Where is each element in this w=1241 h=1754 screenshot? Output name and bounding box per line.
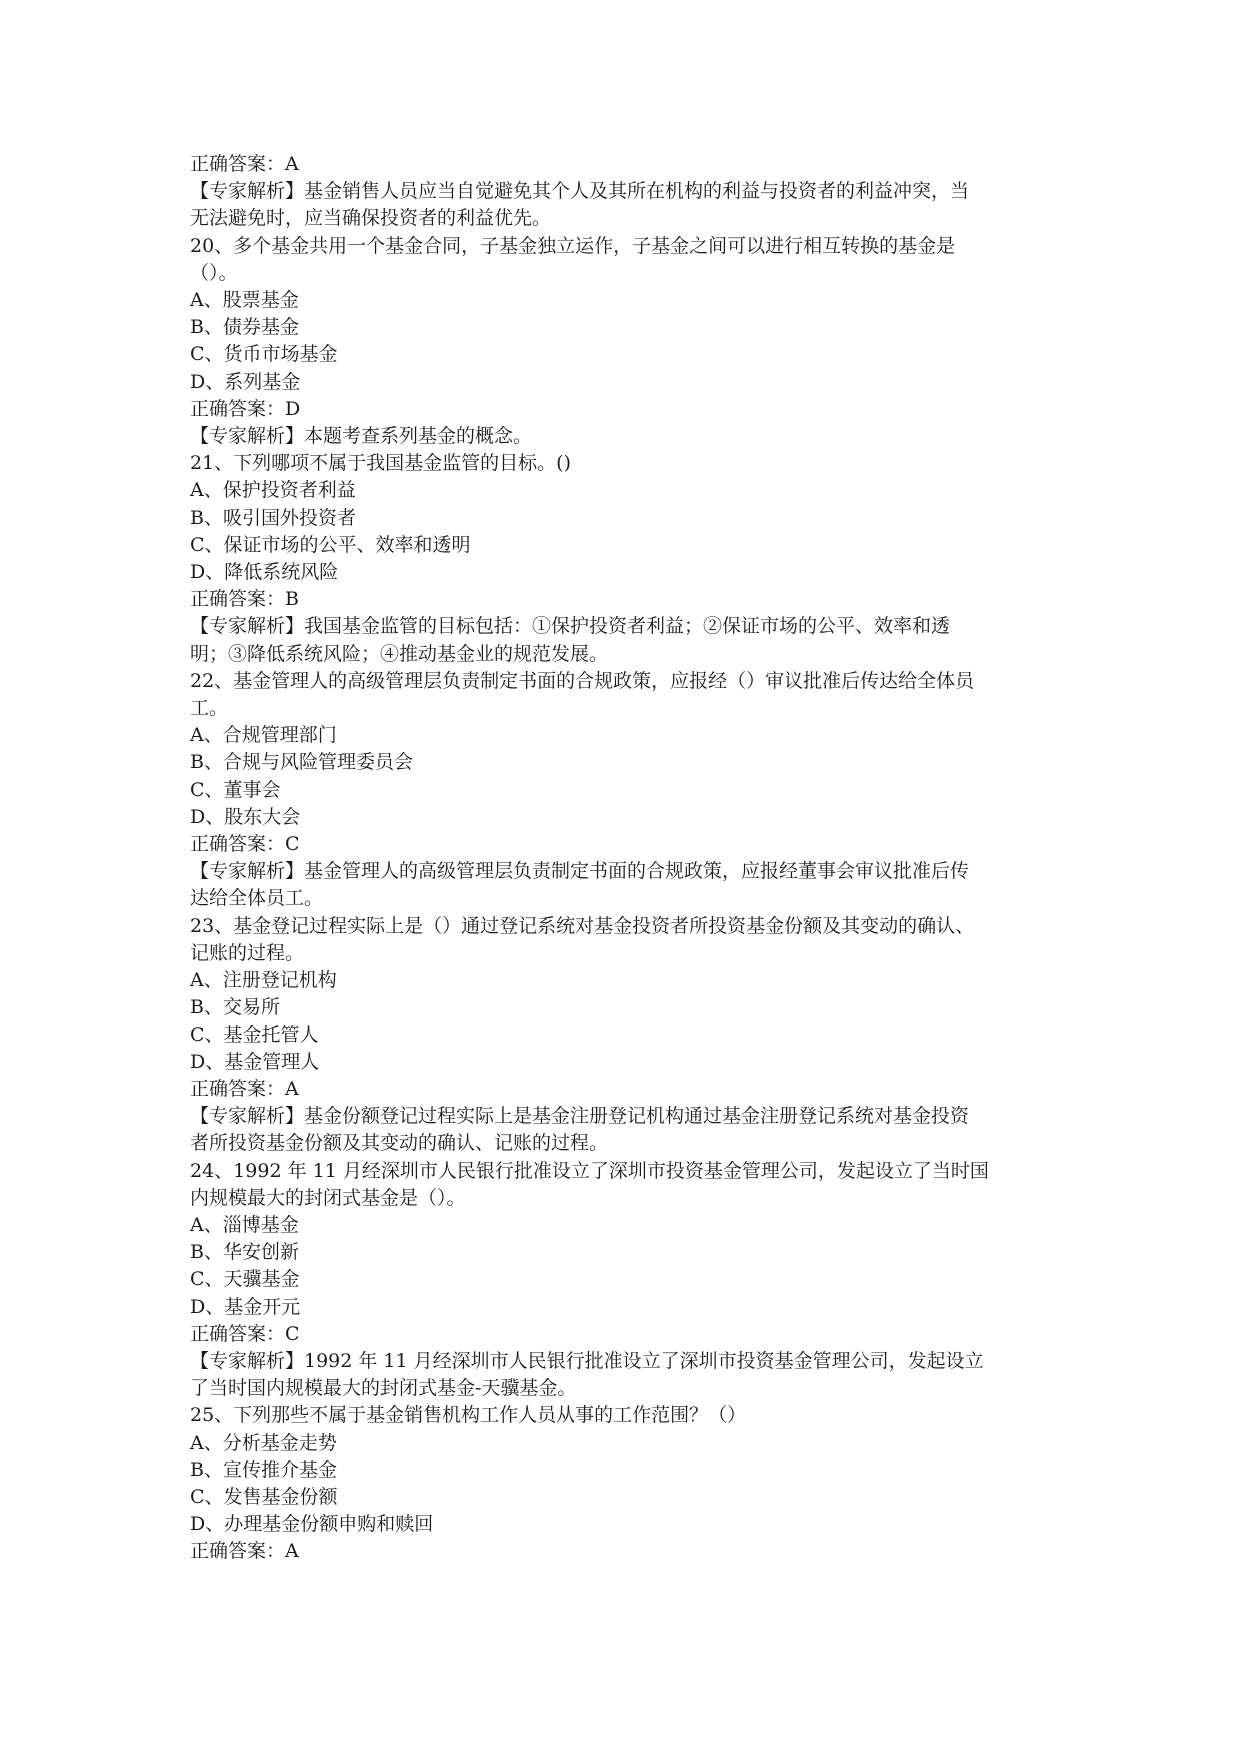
option-line: B、华安创新 [190, 1241, 299, 1264]
explanation-line: 者所投资基金份额及其变动的确认、记账的过程。 [190, 1132, 609, 1155]
option-line: C、发售基金份额 [190, 1485, 338, 1508]
option-line: A、注册登记机构 [190, 969, 337, 992]
option-line: B、交易所 [190, 996, 280, 1019]
option-line: A、淄博基金 [190, 1213, 299, 1236]
option-line: D、系列基金 [190, 370, 301, 393]
option-line: D、办理基金份额申购和赎回 [190, 1513, 434, 1536]
answer-line: 正确答案：C [190, 833, 300, 856]
question-line: 内规模最大的封闭式基金是（）。 [190, 1186, 466, 1209]
option-line: B、宣传推介基金 [190, 1458, 337, 1481]
option-line: D、基金管理人 [190, 1050, 320, 1073]
option-line: C、基金托管人 [190, 1023, 319, 1046]
explanation-line: 【专家解析】基金管理人的高级管理层负责制定书面的合规政策，应报经董事会审议批准后传 [190, 860, 970, 883]
explanation-line: 无法避免时，应当确保投资者的利益优先。 [190, 207, 552, 230]
answer-line: 正确答案：D [190, 397, 301, 420]
option-line: A、合规管理部门 [190, 724, 337, 747]
option-line: A、分析基金走势 [190, 1431, 337, 1454]
option-line: C、货币市场基金 [190, 343, 338, 366]
answer-line: 正确答案：C [190, 1322, 300, 1345]
question-line: 21、下列哪项不属于我国基金监管的目标。() [190, 452, 572, 475]
explanation-line: 达给全体员工。 [190, 887, 324, 910]
question-line: 记账的过程。 [190, 941, 305, 964]
question-line: 20、多个基金共用一个基金合同，子基金独立运作，子基金之间可以进行相互转换的基金是 [190, 234, 956, 257]
question-line: （）。 [190, 261, 238, 284]
explanation-line: 【专家解析】基金份额登记过程实际上是基金注册登记机构通过基金注册登记系统对基金投资 [190, 1105, 970, 1128]
explanation-line: 【专家解析】基金销售人员应当自觉避免其个人及其所在机构的利益与投资者的利益冲突，当 [190, 180, 970, 203]
option-line: C、天骥基金 [190, 1268, 300, 1291]
option-line: A、股票基金 [190, 289, 299, 312]
option-line: C、董事会 [190, 778, 281, 801]
option-line: B、债券基金 [190, 316, 299, 339]
explanation-line: 【专家解析】1992 年 11 月经深圳市人民银行批准设立了深圳市投资基金管理公司，发起设立 [190, 1349, 984, 1372]
answer-line: 正确答案：B [190, 588, 299, 611]
answer-line: 正确答案：A [190, 1540, 299, 1563]
option-line: B、吸引国外投资者 [190, 506, 356, 529]
option-line: D、股东大会 [190, 805, 301, 828]
explanation-line: 【专家解析】本题考查系列基金的概念。 [190, 425, 533, 448]
question-line: 24、1992 年 11 月经深圳市人民银行批准设立了深圳市投资基金管理公司，发起设立了当时国 [190, 1159, 989, 1182]
question-line: 工。 [190, 697, 229, 720]
explanation-line: 明；③降低系统风险；④推动基金业的规范发展。 [190, 642, 609, 665]
answer-line: 正确答案：A [190, 1077, 299, 1100]
document-body [190, 151, 1062, 1566]
explanation-line: 了当时国内规模最大的封闭式基金-天骥基金。 [190, 1377, 577, 1400]
question-line: 23、基金登记过程实际上是（）通过登记系统对基金投资者所投资基金份额及其变动的确认、 [190, 914, 975, 937]
option-line: C、保证市场的公平、效率和透明 [190, 533, 471, 556]
option-line: D、基金开元 [190, 1295, 301, 1318]
answer-line: 正确答案：A [190, 153, 299, 175]
explanation-line: 【专家解析】我国基金监管的目标包括：①保护投资者利益；②保证市场的公平、效率和透 [190, 615, 951, 638]
question-line: 25、下列那些不属于基金销售机构工作人员从事的工作范围？（） [190, 1404, 747, 1427]
option-line: B、合规与风险管理委员会 [190, 751, 413, 774]
option-line: D、降低系统风险 [190, 561, 339, 584]
option-line: A、保护投资者利益 [190, 479, 356, 502]
question-line: 22、基金管理人的高级管理层负责制定书面的合规政策，应报经（）审议批准后传达给全体员 [190, 669, 975, 692]
